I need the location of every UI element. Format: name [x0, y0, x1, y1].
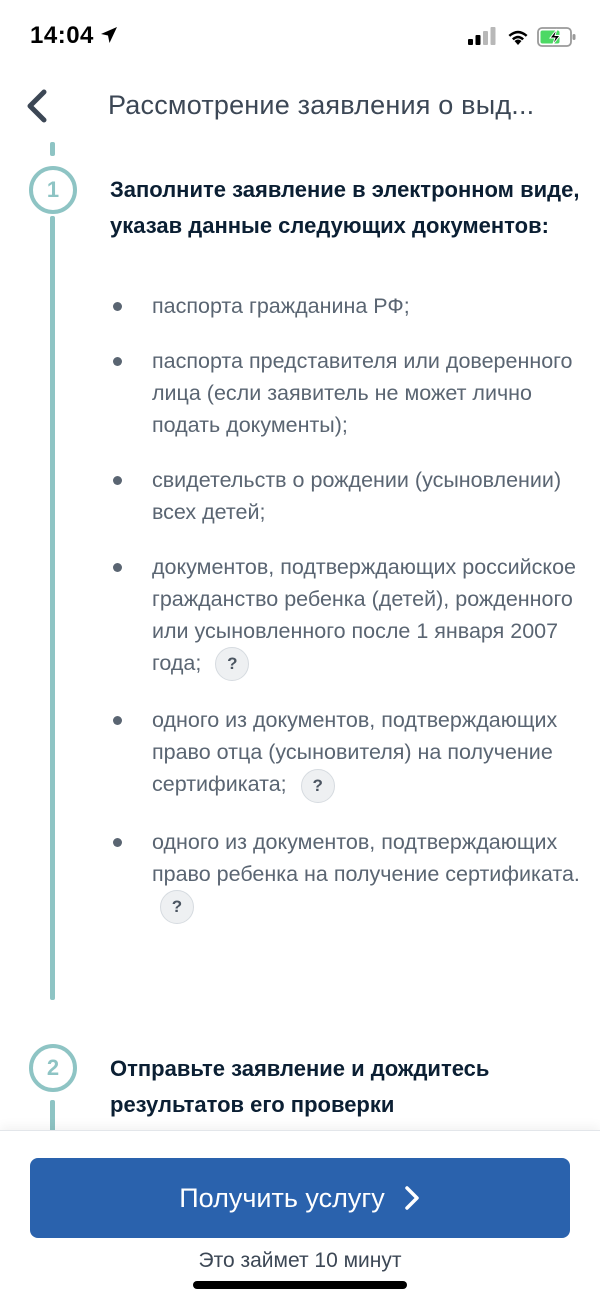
- document-text: паспорта представителя или доверенного лица (если заявитель не может лично подать документы);: [152, 349, 573, 437]
- location-arrow-icon: [100, 26, 118, 44]
- step-1-number: 1: [29, 166, 77, 214]
- status-time: 14:04: [30, 22, 94, 49]
- document-text: паспорта гражданина РФ;: [152, 294, 410, 318]
- duration-text: Это займет 10 минут: [198, 1249, 402, 1272]
- document-item: [110, 345, 580, 441]
- document-item: [110, 464, 580, 528]
- document-text: одного из документов, подтверждающих право отца (усыновителя) на получение сертификата;: [152, 708, 558, 797]
- wifi-icon: [506, 26, 530, 46]
- help-icon[interactable]: ?: [160, 890, 194, 924]
- document-list: [110, 290, 580, 947]
- signal-icon: [468, 27, 496, 45]
- help-icon[interactable]: ?: [215, 647, 249, 681]
- document-item: [110, 551, 580, 681]
- timeline-line-step-1: [50, 216, 55, 1000]
- chevron-right-icon: [403, 1185, 421, 1211]
- get-service-button[interactable]: [30, 1158, 570, 1238]
- bottom-bar: [0, 1130, 600, 1298]
- timeline-line-top: [50, 142, 55, 156]
- step-2-number: 2: [29, 1044, 77, 1092]
- battery-charging-icon: [537, 26, 577, 48]
- status-bar: [0, 0, 600, 70]
- get-service-button-label: Получить услугу: [179, 1182, 385, 1213]
- step-2-title: Отправьте заявление и дождитесь результатов его проверки: [110, 1056, 490, 1117]
- bullet-point: [113, 357, 122, 366]
- bullet-point: [113, 302, 122, 311]
- back-chevron-icon[interactable]: [20, 88, 54, 124]
- bullet-point: [113, 716, 122, 725]
- document-text: свидетельств о рождении (усыновлении) всех детей;: [152, 468, 562, 524]
- document-item: [110, 290, 580, 322]
- bullet-point: [113, 838, 122, 847]
- document-item: [110, 826, 580, 924]
- bullet-point: [113, 476, 122, 485]
- document-text: одного из документов, подтверждающих право ребенка на получение сертификата.: [152, 829, 580, 886]
- step-1-title: Заполните заявление в электронном виде, указав данные следующих документов:: [110, 177, 580, 238]
- bullet-point: [113, 563, 122, 572]
- home-indicator: [193, 1281, 407, 1289]
- page-title: Рассмотрение заявления о выд...: [108, 90, 535, 120]
- document-item: [110, 704, 580, 802]
- document-text: документов, подтверждающих российское гражданство ребенка (детей), рожденного или усыновленного после 1 января 2007 года;: [152, 555, 576, 675]
- help-icon[interactable]: ?: [301, 769, 335, 803]
- header: [0, 70, 600, 140]
